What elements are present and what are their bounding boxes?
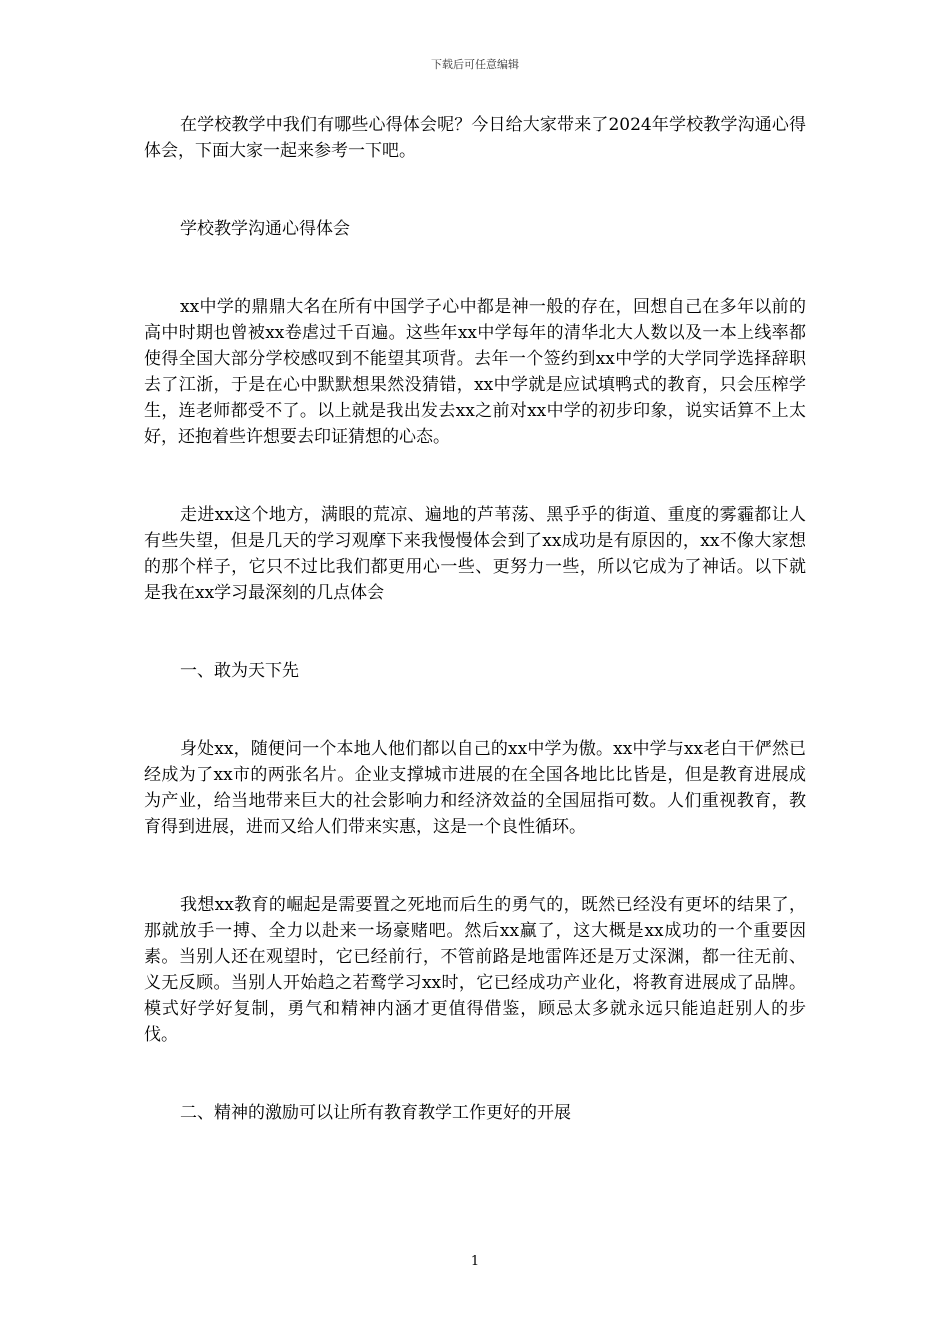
section-heading: 一、敢为天下先 bbox=[180, 661, 299, 681]
page-header: 下载后可任意编辑 bbox=[431, 58, 519, 71]
page-number: 1 bbox=[470, 1254, 480, 1269]
body-paragraph: xx中学的鼎鼎大名在所有中国学子心中都是神一般的存在，回想自己在多年以前的高中时期也曾被xx卷虐过千百遍。这些年xx中学每年的清华北大人数以及一本上线率都使得全国大部分学校感叹到不能望其项背。去年一个签约到xx中学的大学同学选择辞职去了江浙，于是在心中默默想果然没猜错，xx中学就是应试填鸭式的教育，只会压榨学生，连老师都受不了。以上就是我出发去xx之前对xx中学的初步印象，说实话算不上太好，还抱着些许想要去印证猜想的心态。 bbox=[144, 297, 806, 447]
body-paragraph: 我想xx教育的崛起是需要置之死地而后生的勇气的，既然已经没有更坏的结果了，那就放手一搏、全力以赴来一场豪赌吧。然后xx赢了，这大概是xx成功的一个重要因素。当别人还在观望时，它已经前行，不管前路是地雷阵还是万丈深渊，都一往无前、义无反顾。当别人开始趋之若鹜学习xx时，它已经成功产业化，将教育进展成了品牌。模式好学好复制，勇气和精神内涵才更值得借鉴，顾忌太多就永远只能追赶别人的步伐。 bbox=[144, 895, 806, 1045]
document-title: 学校教学沟通心得体会 bbox=[180, 219, 350, 239]
intro-paragraph: 在学校教学中我们有哪些心得体会呢？今日给大家带来了2024年学校教学沟通心得体会，下面大家一起来参考一下吧。 bbox=[144, 115, 806, 161]
section-heading: 二、精神的激励可以让所有教育教学工作更好的开展 bbox=[180, 1103, 571, 1123]
body-paragraph: 走进xx这个地方，满眼的荒凉、遍地的芦苇荡、黑乎乎的街道、重度的雾霾都让人有些失望，但是几天的学习观摩下来我慢慢体会到了xx成功是有原因的，xx不像大家想的那个样子，它只不过比我们都更用心一些、更努力一些，所以它成为了神话。以下就是我在xx学习最深刻的几点体会 bbox=[144, 505, 806, 603]
document-body bbox=[144, 112, 806, 1126]
body-paragraph: 身处xx，随便问一个本地人他们都以自己的xx中学为傲。xx中学与xx老白干俨然已经成为了xx市的两张名片。企业支撑城市进展的在全国各地比比皆是，但是教育进展成为产业，给当地带来巨大的社会影响力和经济效益的全国屈指可数。人们重视教育，教育得到进展，进而又给人们带来实惠，这是一个良性循环。 bbox=[144, 739, 806, 837]
